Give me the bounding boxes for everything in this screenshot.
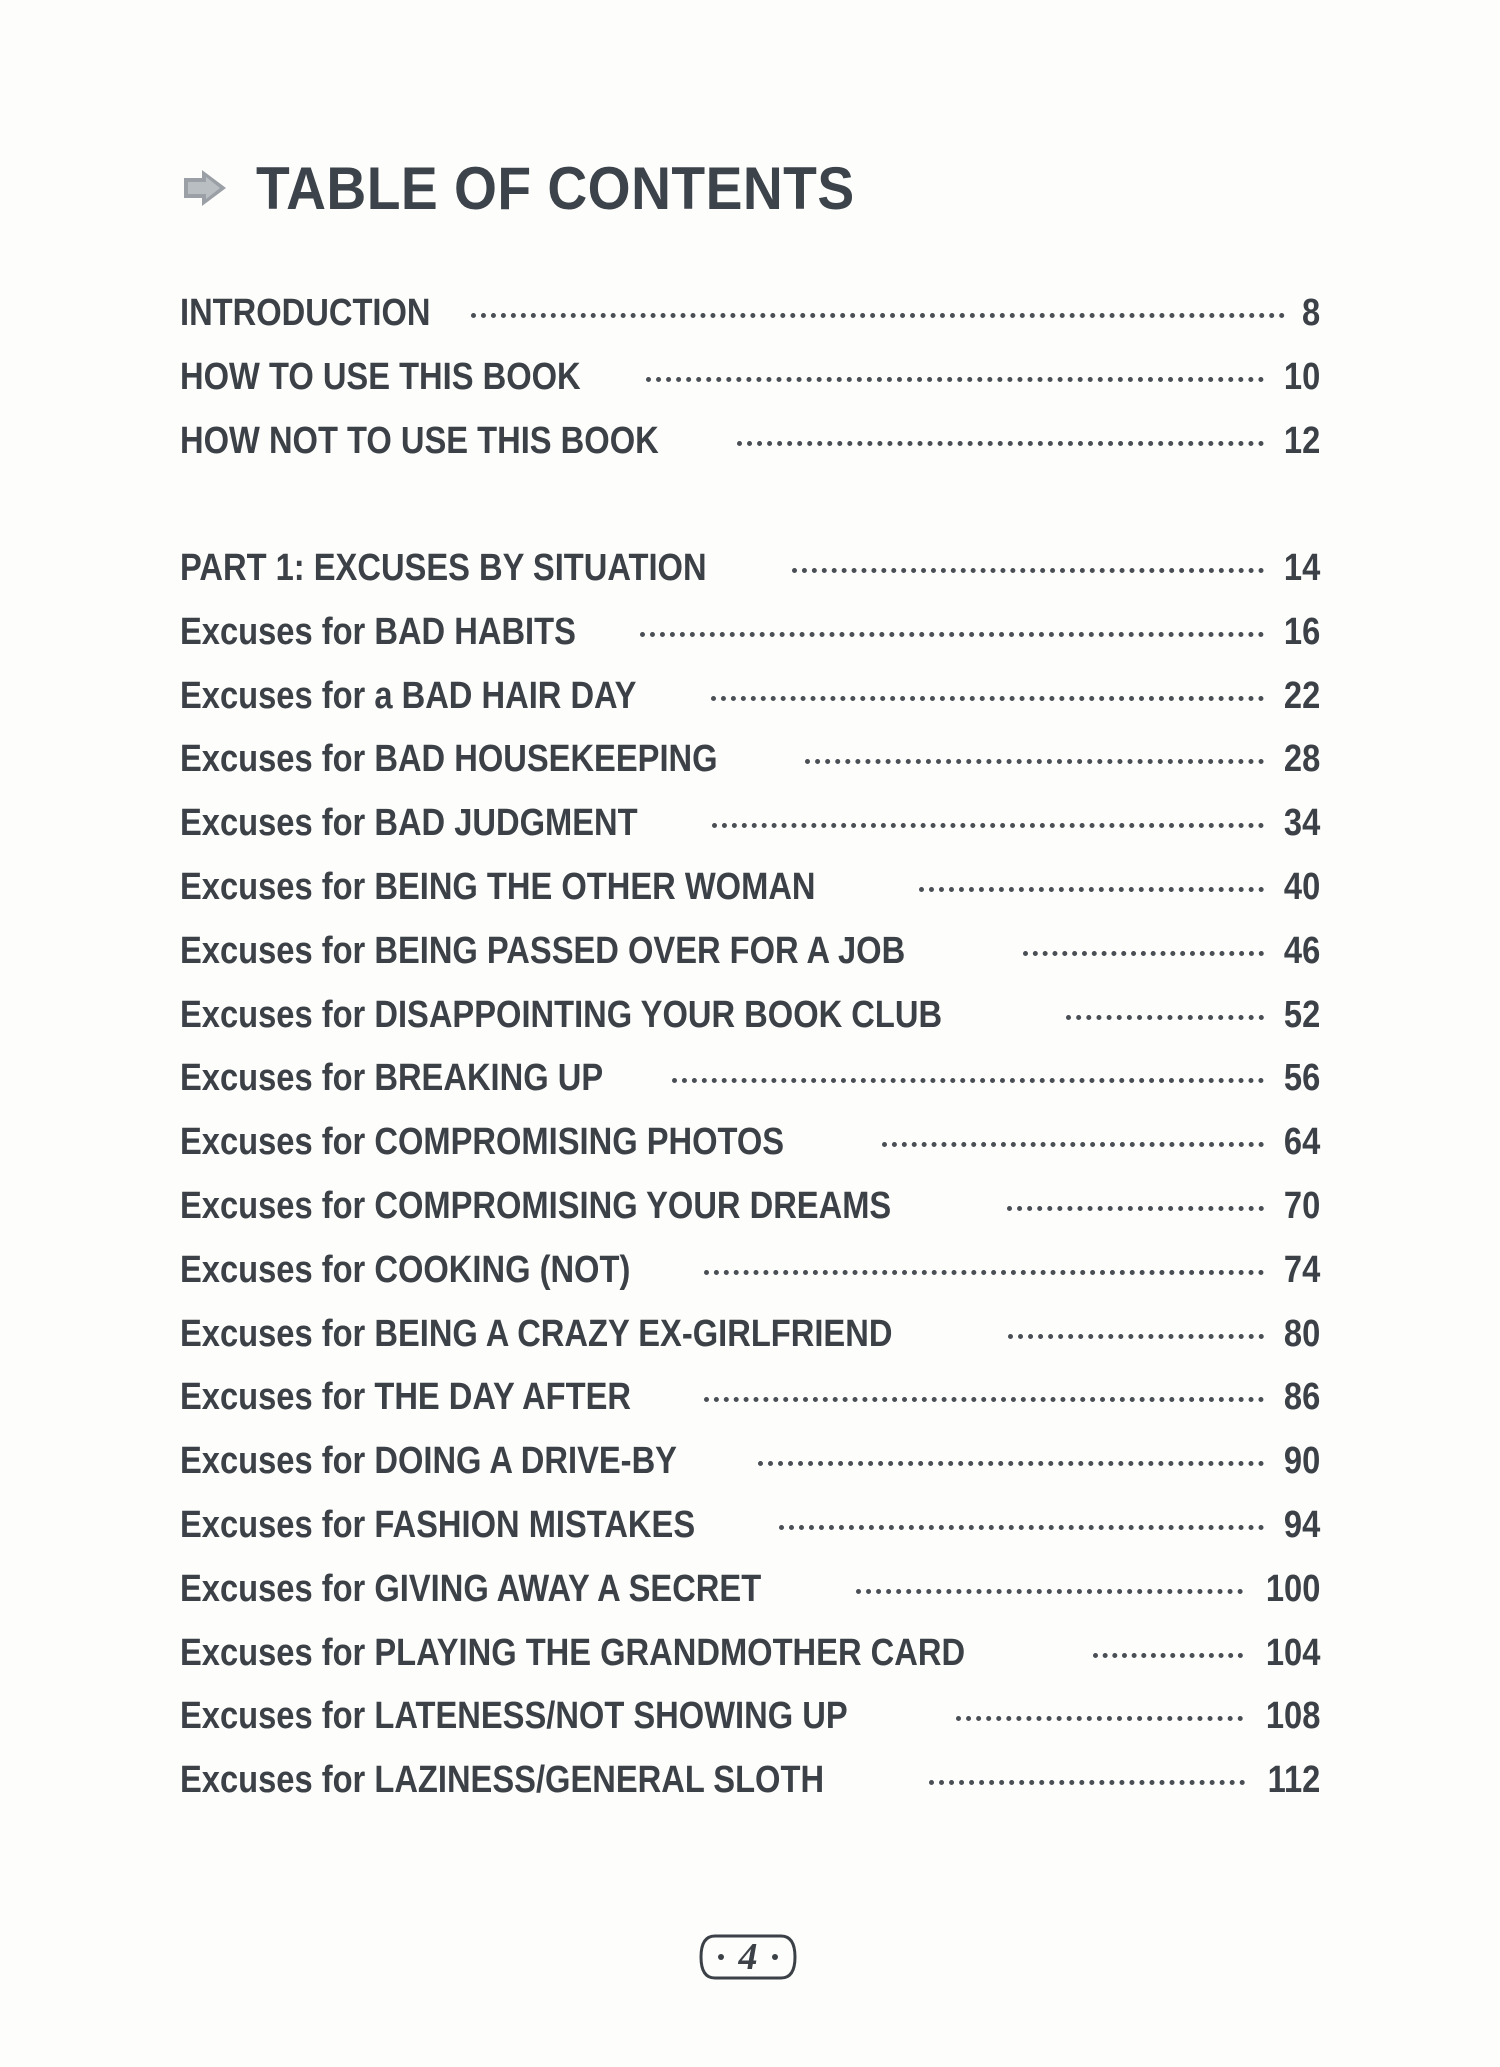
toc-part-1	[180, 547, 1320, 1823]
toc-entry-label: Excuses for BAD JUDGMENT	[180, 802, 638, 845]
dot-leader	[737, 441, 1264, 446]
toc-entry	[180, 866, 1320, 930]
toc-entry-page: 100	[1265, 1567, 1320, 1610]
arrow-icon	[182, 168, 228, 208]
toc-entry	[180, 1568, 1320, 1632]
toc-entry-label: INTRODUCTION	[180, 292, 431, 334]
toc-entry-page: 46	[1283, 929, 1320, 972]
dot-leader	[758, 1461, 1264, 1466]
toc-entry	[180, 1632, 1320, 1696]
toc-entry-label: Excuses for BAD HABITS	[180, 610, 576, 653]
page-title: TABLE OF CONTENTS	[256, 154, 855, 222]
toc-entry-page: 34	[1283, 802, 1320, 845]
toc-entry-label: Excuses for BEING PASSED OVER FOR A JOB	[180, 929, 906, 972]
toc-entry	[180, 1759, 1320, 1823]
toc-entry	[180, 1121, 1320, 1185]
toc-entry-label: Excuses for FASHION MISTAKES	[180, 1503, 696, 1546]
toc-entry-label: Excuses for BEING A CRAZY EX-GIRLFRIEND	[180, 1312, 893, 1355]
toc-entry-label: Excuses for DISAPPOINTING YOUR BOOK CLUB	[180, 993, 943, 1036]
toc-entry-label: Excuses for LAZINESS/GENERAL SLOTH	[180, 1759, 825, 1802]
dot-leader	[640, 632, 1263, 637]
dot-leader	[471, 313, 1285, 318]
dot-leader	[1066, 1015, 1264, 1020]
toc-front-matter	[180, 292, 1320, 483]
page-number-ornament	[695, 1930, 801, 1984]
toc-heading	[182, 148, 907, 228]
toc-entry-label: Excuses for COMPROMISING PHOTOS	[180, 1121, 785, 1164]
toc-entry-page: 90	[1283, 1440, 1320, 1483]
toc-entry-page: 80	[1283, 1312, 1320, 1355]
toc-entry	[180, 547, 1320, 611]
dot-leader	[704, 1397, 1263, 1402]
toc-entry-page: 112	[1267, 1759, 1320, 1802]
dot-leader	[956, 1716, 1242, 1721]
toc-entry-page: 94	[1283, 1503, 1320, 1546]
toc-entry-label: Excuses for COMPROMISING YOUR DREAMS	[180, 1184, 892, 1227]
dot-leader	[672, 1078, 1264, 1083]
toc-entry-label: Excuses for DOING A DRIVE-BY	[180, 1440, 677, 1483]
page-number: 4	[738, 1936, 758, 1978]
dot-leader	[1093, 1653, 1243, 1658]
dot-leader	[1008, 1334, 1263, 1339]
toc-entry	[180, 738, 1320, 802]
toc-entry-label: Excuses for GIVING AWAY A SECRET	[180, 1567, 762, 1610]
toc-entry-label: Excuses for THE DAY AFTER	[180, 1376, 632, 1419]
dot-leader	[792, 568, 1263, 573]
toc-entry-label: Excuses for BAD HOUSEKEEPING	[180, 738, 718, 781]
dot-leader	[711, 696, 1264, 701]
dot-leader	[929, 1780, 1245, 1785]
toc-entry	[180, 1185, 1320, 1249]
dot-leader	[646, 377, 1264, 382]
toc-entry	[180, 356, 1320, 420]
toc-entry-label: Excuses for BREAKING UP	[180, 1057, 604, 1100]
toc-entry-label: Excuses for PLAYING THE GRANDMOTHER CARD	[180, 1631, 966, 1674]
toc-entry-label: PART 1: EXCUSES BY SITUATION	[180, 547, 707, 589]
toc-entry-label: Excuses for a BAD HAIR DAY	[180, 674, 637, 717]
toc-entry	[180, 292, 1320, 356]
toc-entry	[180, 930, 1320, 994]
dot-leader	[1007, 1206, 1264, 1211]
toc-entry-page: 8	[1301, 292, 1320, 334]
toc-entry	[180, 420, 1320, 484]
toc-entry-label: Excuses for LATENESS/NOT SHOWING UP	[180, 1695, 848, 1738]
toc-entry-label: Excuses for BEING THE OTHER WOMAN	[180, 865, 816, 908]
dot-leader	[1023, 951, 1263, 956]
toc-entry-page: 22	[1283, 674, 1320, 717]
toc-entry	[180, 1249, 1320, 1313]
toc-entry-page: 70	[1283, 1184, 1320, 1227]
toc-entry-page: 64	[1283, 1121, 1320, 1164]
dot-leader	[712, 823, 1264, 828]
toc-entry-page: 16	[1283, 610, 1320, 653]
toc-entry-page: 52	[1283, 993, 1320, 1036]
toc-entry	[180, 1695, 1320, 1759]
toc-entry	[180, 802, 1320, 866]
toc-entry	[180, 675, 1320, 739]
toc-entry	[180, 1057, 1320, 1121]
toc-entry-label: Excuses for COOKING (NOT)	[180, 1248, 631, 1291]
toc-entry-page: 108	[1265, 1695, 1320, 1738]
toc-entry-page: 56	[1283, 1057, 1320, 1100]
dot-leader	[856, 1589, 1243, 1594]
dot-leader	[704, 1270, 1264, 1275]
toc-entry-page: 28	[1283, 738, 1320, 781]
dot-leader	[779, 1525, 1264, 1530]
toc-entry	[180, 994, 1320, 1058]
toc-entry-label: HOW TO USE THIS BOOK	[180, 355, 581, 398]
toc-entry	[180, 1313, 1320, 1377]
toc-entry-page: 10	[1283, 355, 1320, 398]
toc-entry-page: 104	[1265, 1631, 1320, 1674]
dot-leader	[882, 1142, 1263, 1147]
toc-entry	[180, 1376, 1320, 1440]
toc-entry-page: 14	[1283, 547, 1320, 589]
toc-entry	[180, 1440, 1320, 1504]
toc-entry-page: 74	[1283, 1248, 1320, 1291]
toc-entry-page: 86	[1283, 1376, 1320, 1419]
toc-entry-label: HOW NOT TO USE THIS BOOK	[180, 419, 659, 462]
dot-leader	[805, 759, 1264, 764]
dot-leader	[919, 887, 1264, 892]
toc-entry	[180, 1504, 1320, 1568]
toc-entry-page: 12	[1283, 419, 1320, 462]
toc-entry-page: 40	[1283, 865, 1320, 908]
toc-entry	[180, 611, 1320, 675]
